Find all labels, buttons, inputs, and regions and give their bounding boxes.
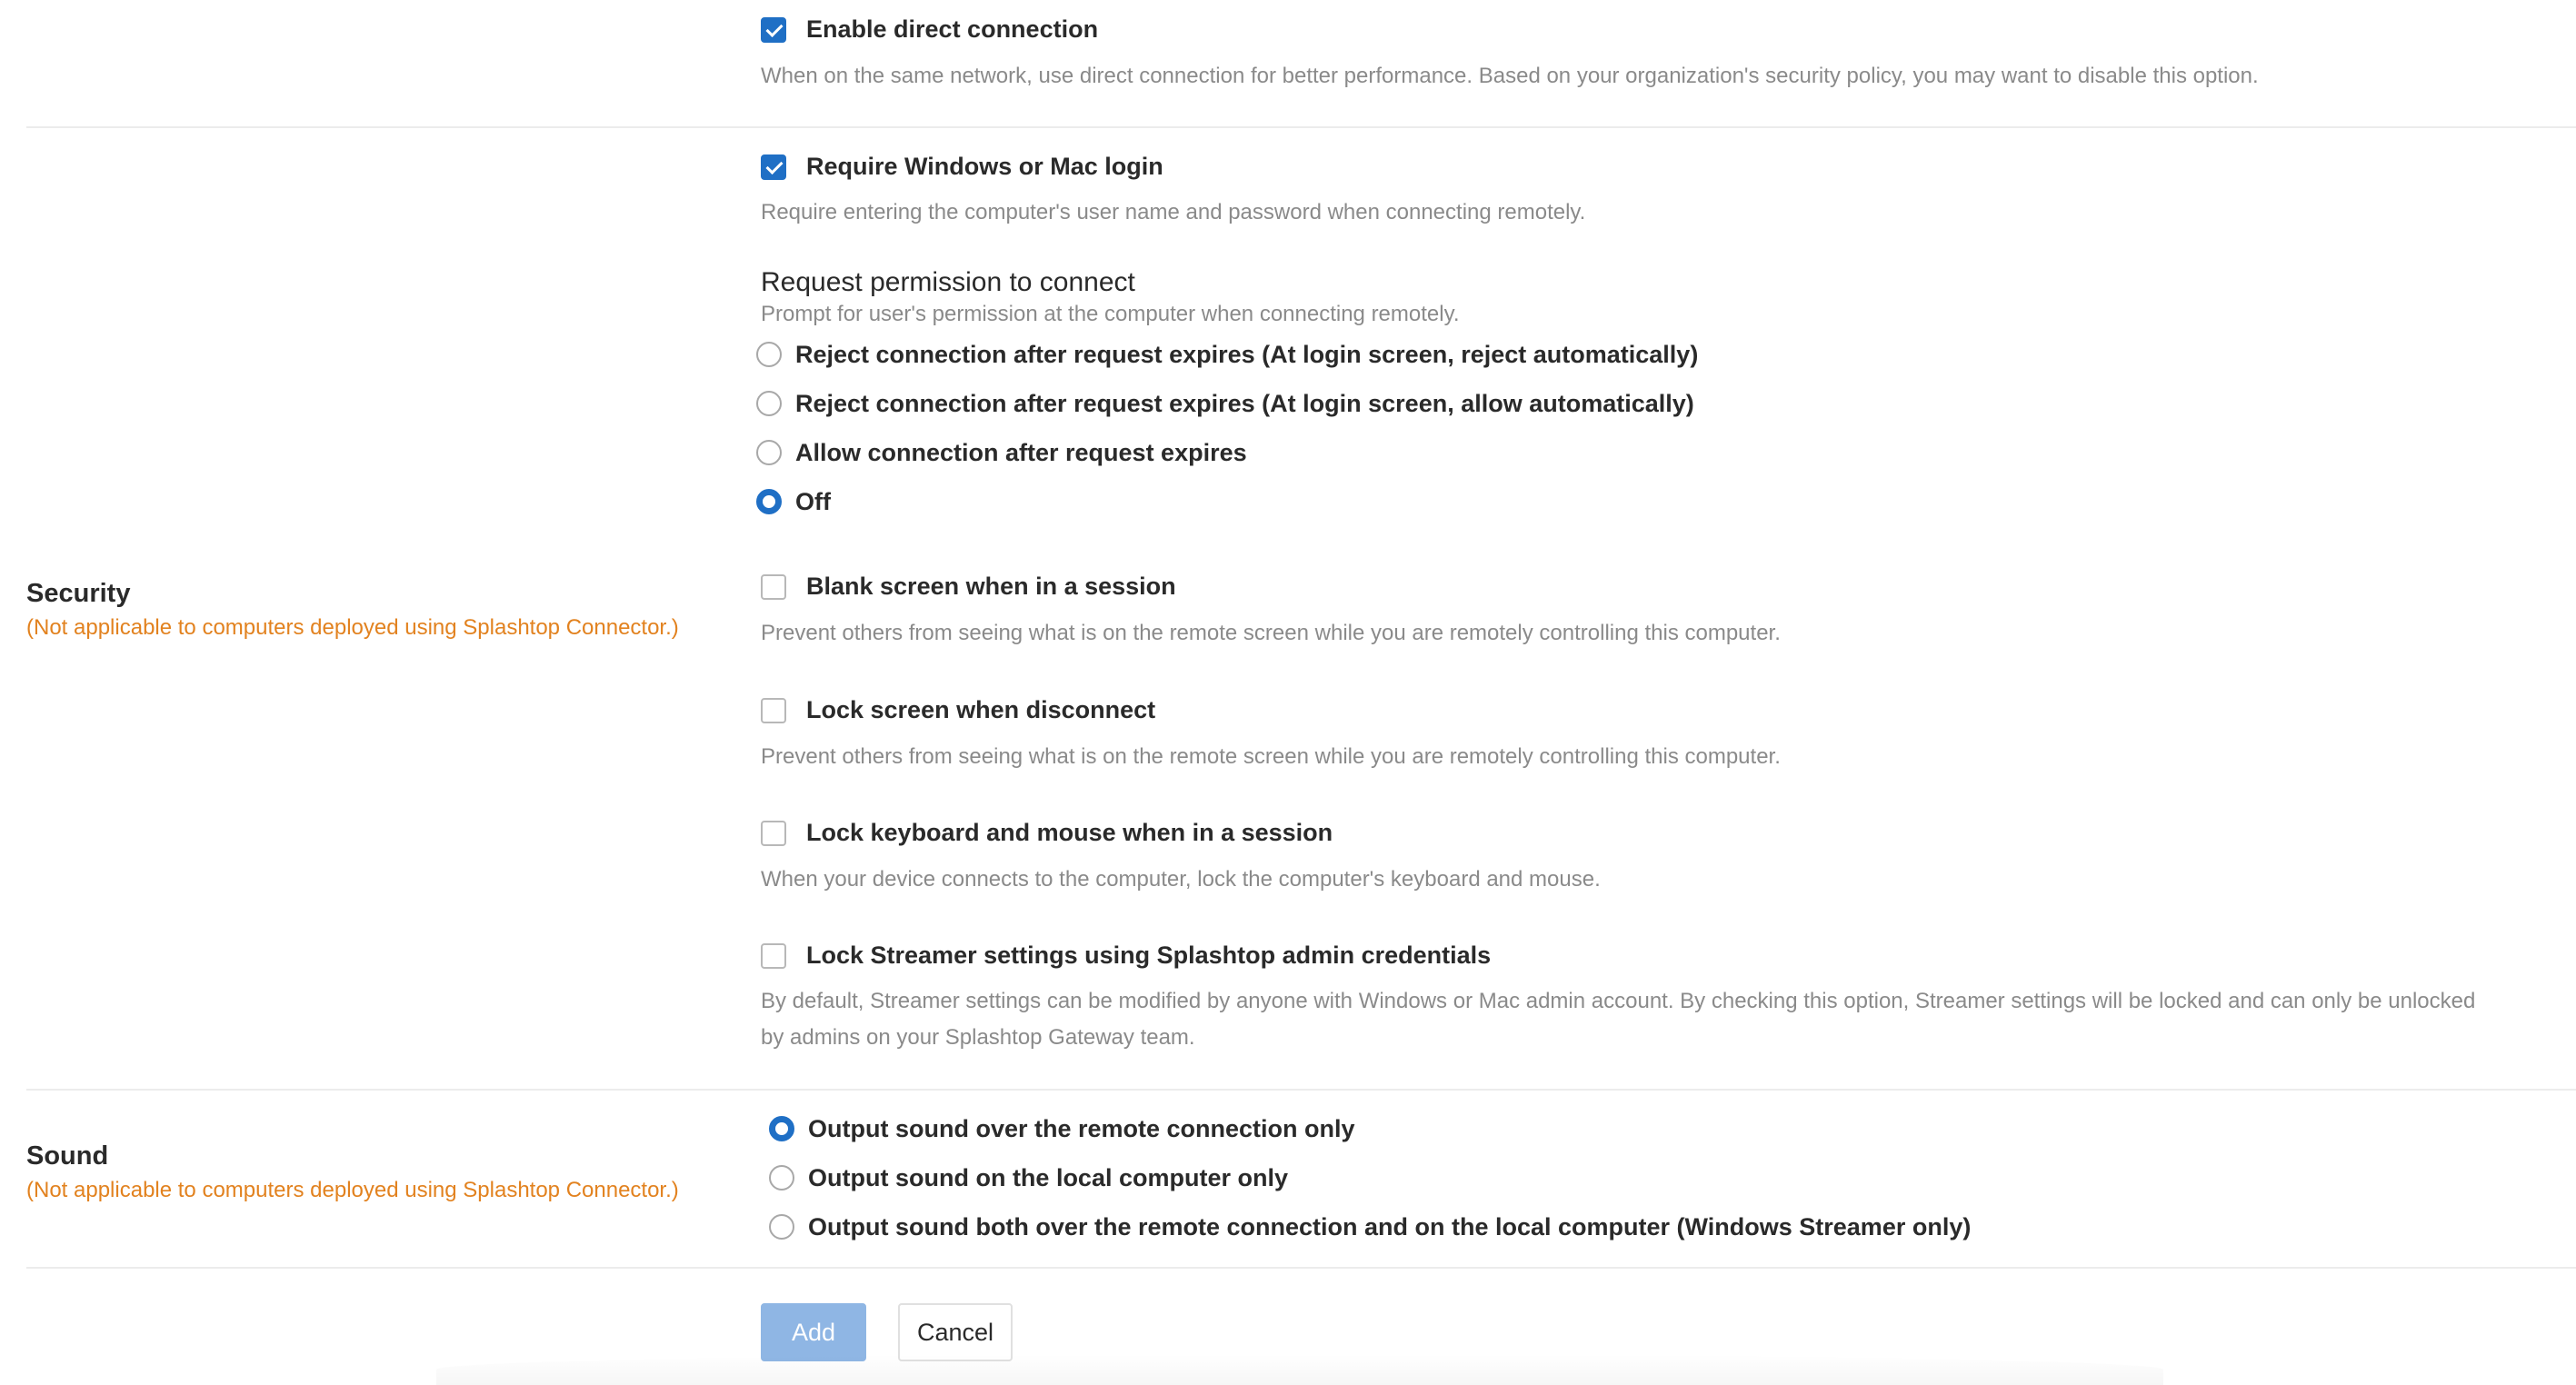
require-login-label: Require Windows or Mac login — [806, 153, 1163, 180]
section-divider — [26, 126, 2576, 128]
sound-remote-only-label: Output sound over the remote connection only — [808, 1115, 1355, 1142]
require-login-checkbox[interactable] — [761, 154, 786, 180]
lock-keyboard-description: When your device connects to the computer, lock the computer's keyboard and mouse. — [761, 867, 1601, 892]
permission-off-label: Off — [795, 488, 831, 515]
permission-allow-radio[interactable] — [756, 440, 782, 465]
permission-reject-auto-label: Reject connection after request expires (At login screen, reject automatically) — [795, 341, 1699, 368]
section-divider — [26, 1089, 2576, 1091]
enable-direct-connection-checkbox[interactable] — [761, 17, 786, 43]
sound-section-title: Sound — [26, 1141, 109, 1171]
lock-screen-checkbox[interactable] — [761, 698, 786, 723]
sound-remote-only-radio[interactable] — [769, 1116, 794, 1141]
lock-keyboard-checkbox[interactable] — [761, 821, 786, 846]
section-divider — [26, 1267, 2576, 1269]
lock-keyboard-label: Lock keyboard and mouse when in a session — [806, 819, 1333, 846]
blank-screen-description: Prevent others from seeing what is on the remote screen while you are remotely controlling this computer. — [761, 621, 1781, 645]
lock-streamer-description: By default, Streamer settings can be modified by anyone with Windows or Mac admin account. By checking this option, Streamer settings will be locked and can only be unlocked by admins on your Splashtop Gateway team. — [761, 989, 2476, 1050]
sound-local-only-radio[interactable] — [769, 1165, 794, 1191]
add-button[interactable]: Add — [761, 1303, 866, 1361]
require-login-description: Require entering the computer's user name and password when connecting remotely. — [761, 200, 1586, 224]
request-permission-title: Request permission to connect — [761, 267, 1135, 297]
lock-screen-description: Prevent others from seeing what is on the remote screen while you are remotely controlling this computer. — [761, 744, 1781, 769]
footer-shadow — [436, 1354, 2163, 1385]
security-section-note: (Not applicable to computers deployed using Splashtop Connector.) — [26, 615, 679, 640]
lock-streamer-checkbox[interactable] — [761, 943, 786, 969]
lock-streamer-label: Lock Streamer settings using Splashtop admin credentials — [806, 942, 1492, 969]
blank-screen-label: Blank screen when in a session — [806, 573, 1176, 600]
sound-local-only-label: Output sound on the local computer only — [808, 1164, 1288, 1191]
sound-both-label: Output sound both over the remote connection and on the local computer (Windows Streamer only) — [808, 1213, 1972, 1241]
permission-reject-auto-radio[interactable] — [756, 342, 782, 367]
permission-reject-allow-label: Reject connection after request expires (At login screen, allow automatically) — [795, 390, 1694, 417]
request-permission-description: Prompt for user's permission at the computer when connecting remotely. — [761, 302, 1460, 326]
sound-both-radio[interactable] — [769, 1214, 794, 1240]
permission-off-radio[interactable] — [756, 489, 782, 514]
sound-section-note: (Not applicable to computers deployed using Splashtop Connector.) — [26, 1178, 679, 1202]
permission-allow-label: Allow connection after request expires — [795, 439, 1247, 466]
permission-reject-allow-radio[interactable] — [756, 391, 782, 416]
lock-screen-label: Lock screen when disconnect — [806, 696, 1156, 723]
enable-direct-connection-label: Enable direct connection — [806, 15, 1099, 43]
cancel-button[interactable]: Cancel — [898, 1303, 1013, 1361]
enable-direct-connection-description: When on the same network, use direct connection for better performance. Based on your organization's security policy, you may want to disable this option. — [761, 64, 2259, 88]
security-section-title: Security — [26, 579, 131, 608]
blank-screen-checkbox[interactable] — [761, 574, 786, 600]
